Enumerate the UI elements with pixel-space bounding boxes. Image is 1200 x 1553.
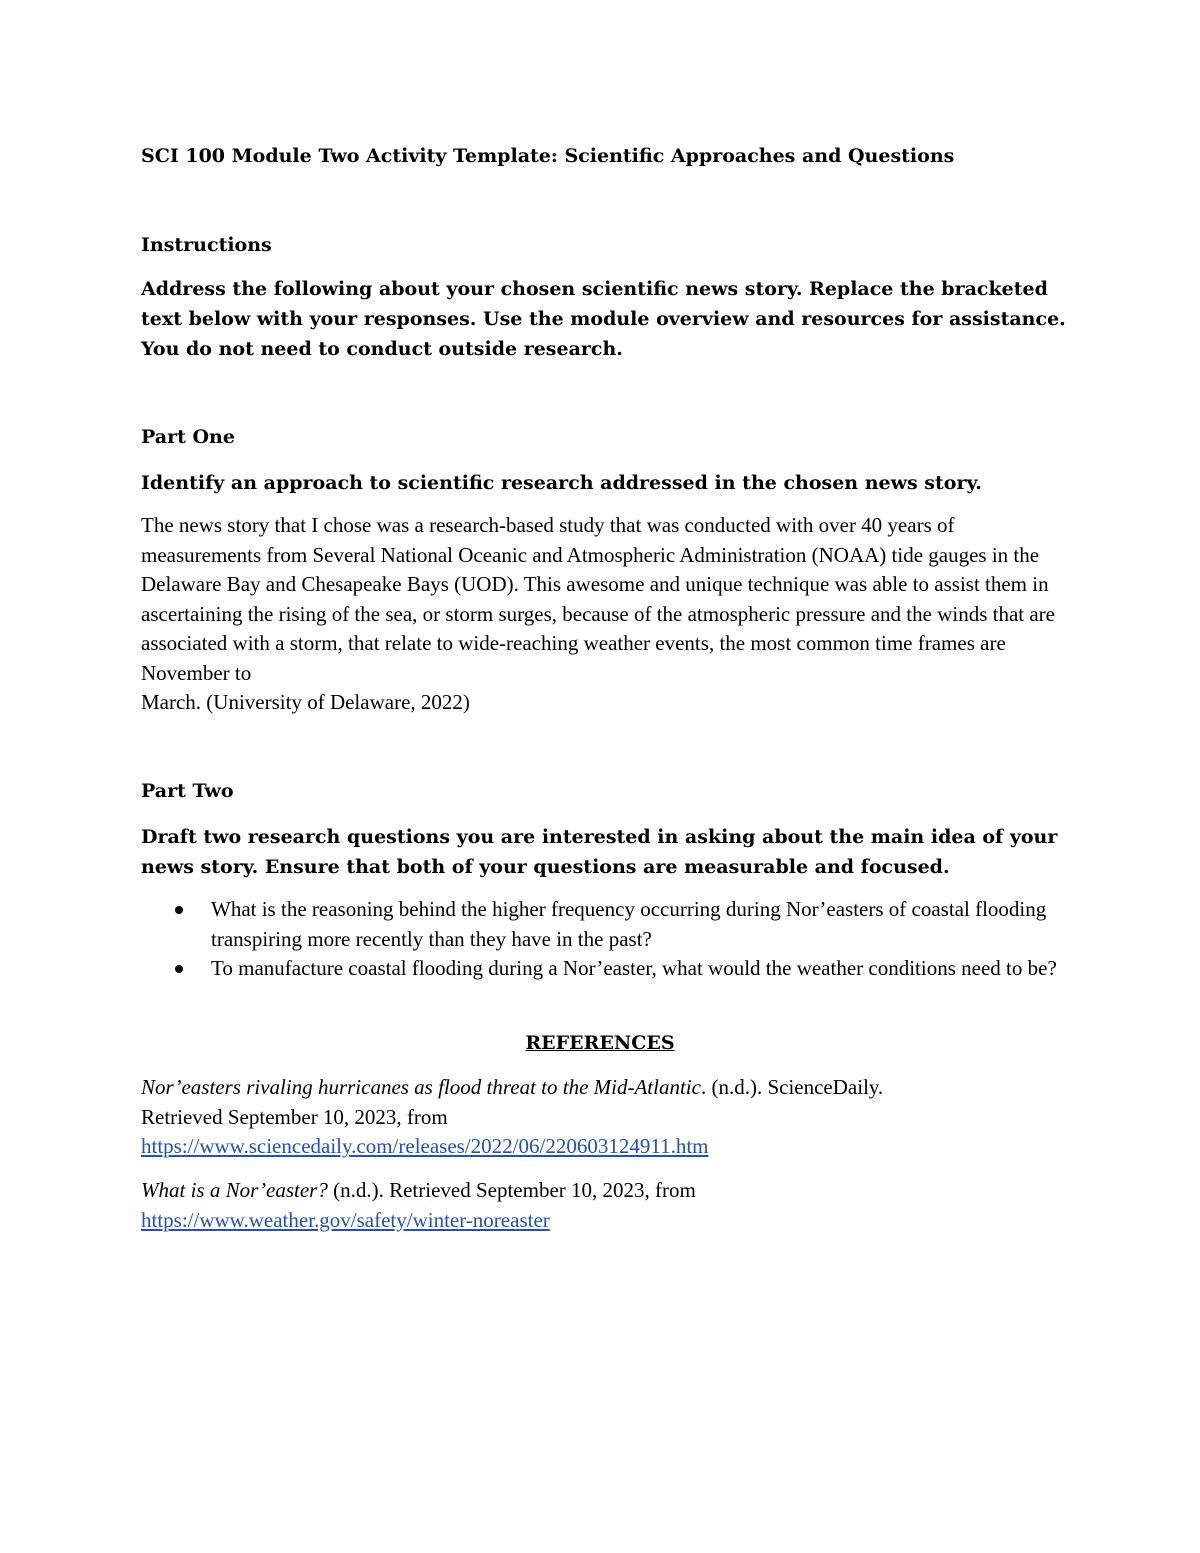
reference-2-link[interactable]: https://www.weather.gov/safety/winter-noreaster [141,1207,550,1232]
reference-item-2 [141,1176,1071,1235]
part-one-question: Identify an approach to scientific research addressed in the chosen news story. [141,472,982,494]
research-question-2: To manufacture coastal flooding during a Nor’easter, what would the weather conditions need to be? [211,956,1057,980]
list-item [141,954,1071,984]
instructions-heading: Instructions [141,234,272,256]
reference-2-line [141,1176,1071,1206]
research-questions-list [141,895,1071,984]
reference-2-title: What is a Nor’easter? [141,1178,328,1202]
bullet-icon [175,906,183,914]
part-two-question: Draft two research questions you are interested in asking about the main idea of your news story. Ensure that both of your questions are measurable and focused. [141,826,1058,878]
part-one-answer-end: March. (University of Delaware, 2022) [141,690,470,714]
research-question-1: What is the reasoning behind the higher frequency occurring during Nor’easters of coastal flooding transpiring more recently than they have in the past? [211,897,1047,951]
list-item [141,895,1071,954]
document-title: SCI 100 Module Two Activity Template: Scientific Approaches and Questions [141,145,955,167]
part-two-heading: Part Two [141,780,234,802]
reference-item-1 [141,1073,1071,1162]
part-one-heading: Part One [141,426,235,448]
reference-2-after-title: (n.d.). Retrieved September 10, 2023, from [327,1178,696,1202]
part-one-answer-main: The news story that I chose was a research-based study that was conducted with over 40 years of measurements from Several National Oceanic and Atmospheric Administration (NOAA) tide gauges in the Delaware Bay and Chesapeake Bays (UOD). This awesome and unique technique was able to assist them in ascertaining the rising of the sea, or storm surges, because of the atmospheric pressure and the winds that are associated with a storm, that relate to wide-reaching weather events, the most common time frames are November to [141,513,1055,685]
reference-1-title: Nor’easters rivaling hurricanes as flood threat to the Mid-Atlantic [141,1075,701,1099]
part-one-answer [141,511,1071,718]
reference-1-after-title: . (n.d.). ScienceDaily. [700,1075,884,1099]
reference-1-line [141,1073,1071,1103]
instructions-text: Address the following about your chosen scientific news story. Replace the bracketed text below with your responses. Use the module overview and resources for assistance. You do not need to conduct outside research. [141,278,1066,360]
reference-1-retrieved: Retrieved September 10, 2023, from [141,1104,448,1129]
references-heading: REFERENCES [525,1032,675,1054]
reference-1-link[interactable]: https://www.sciencedaily.com/releases/2022/06/220603124911.htm [141,1134,709,1158]
bullet-icon [175,965,183,973]
